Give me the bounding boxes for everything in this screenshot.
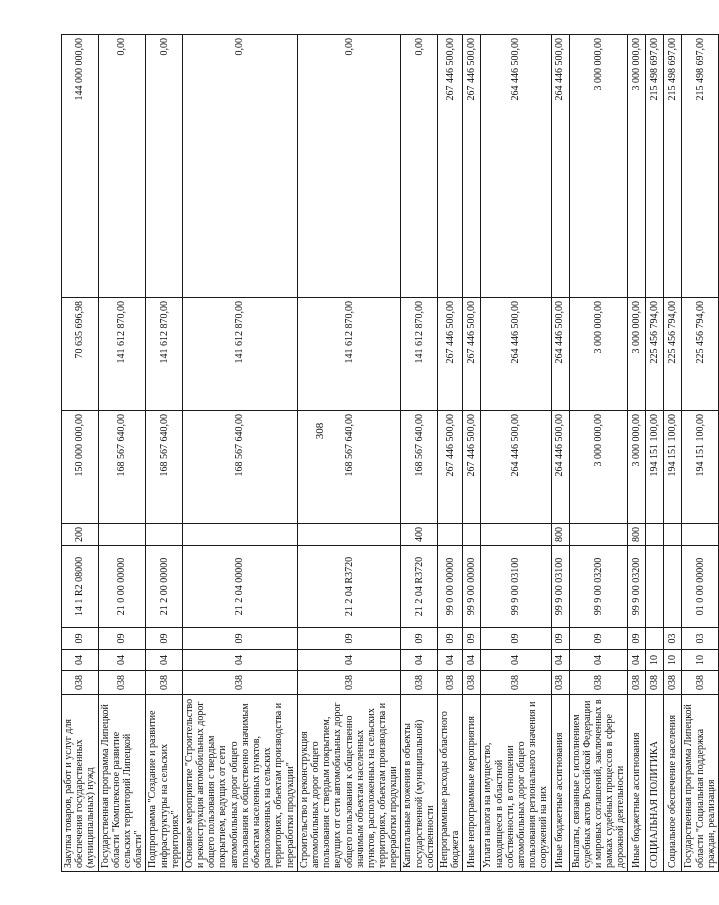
cell-sum-year1: 168 567 640,00 xyxy=(297,411,401,524)
cell-expense-type xyxy=(98,524,146,546)
cell-sum-year1: 264 446 500,00 xyxy=(481,411,551,524)
cell-sum-year2: 70 635 696,98 xyxy=(62,298,99,411)
cell-ministry: 038 xyxy=(463,671,481,695)
cell-subsection: 09 xyxy=(182,628,297,650)
cell-sum-year2: 141 612 870,00 xyxy=(297,298,401,411)
cell-ministry: 038 xyxy=(682,671,719,695)
cell-sum-year3: 215 498 697,00 xyxy=(646,35,664,298)
cell-target xyxy=(664,546,682,628)
cell-sum-year1: 3 000 000,00 xyxy=(628,411,646,524)
cell-target: 01 0 00 00000 xyxy=(682,546,719,628)
cell-name: Иные непрограммные мероприятия xyxy=(463,695,481,872)
cell-section: 04 xyxy=(182,650,297,671)
cell-sum-year3: 267 446 500,00 xyxy=(463,35,481,298)
cell-ministry: 038 xyxy=(551,671,569,695)
cell-name: Строительство и реконструкция автомобильных дорог общего пользования с твердым покрытием, ведущих от сети автомобильных дорог общего пользования к общественно значимым объектам населенных пунктов, расположенных на сельских территориях, объектам производства и переработки продукции xyxy=(297,695,401,872)
cell-name: Непрограммные расходы областного бюджета xyxy=(438,695,463,872)
rotated-page xyxy=(61,35,717,872)
cell-sum-year1: 194 151 100,00 xyxy=(646,411,664,524)
cell-sum-year2: 264 446 500,00 xyxy=(481,298,551,411)
cell-subsection: 09 xyxy=(481,628,551,650)
table-row xyxy=(646,35,664,872)
cell-subsection: 09 xyxy=(297,628,401,650)
cell-target xyxy=(646,546,664,628)
cell-section: 04 xyxy=(551,650,569,671)
cell-name: Закупка товаров, работ и услуг для обеспечения государственных (муниципальных) нужд xyxy=(62,695,99,872)
cell-ministry: 038 xyxy=(438,671,463,695)
cell-subsection: 09 xyxy=(569,628,628,650)
cell-target: 21 0 00 00000 xyxy=(98,546,146,628)
table-row xyxy=(664,35,682,872)
cell-name: Социальное обеспечение населения xyxy=(664,695,682,872)
cell-target: 21 2 04 R3720 xyxy=(401,546,438,628)
table-row xyxy=(682,35,719,872)
cell-name: Капитальные вложения в объекты государственной (муниципальной) собственности xyxy=(401,695,438,872)
cell-expense-type: 400 xyxy=(401,524,438,546)
cell-name: Иные бюджетные ассигнования xyxy=(628,695,646,872)
cell-sum-year2: 225 456 794,00 xyxy=(646,298,664,411)
cell-name: Выплаты, связанные с исполнением судебных актов Российской Федерации и мировых соглашений, заключенных в рамках судебных процессов в сфере дорожной деятельности xyxy=(569,695,628,872)
cell-subsection: 03 xyxy=(664,628,682,650)
cell-expense-type xyxy=(664,524,682,546)
cell-expense-type xyxy=(297,524,401,546)
cell-ministry: 038 xyxy=(569,671,628,695)
cell-expense-type xyxy=(569,524,628,546)
cell-name: Иные бюджетные ассигнования xyxy=(551,695,569,872)
cell-section: 04 xyxy=(569,650,628,671)
cell-target: 99 0 00 00000 xyxy=(438,546,463,628)
cell-sum-year3: 144 000 000,00 xyxy=(62,35,99,298)
cell-ministry: 038 xyxy=(62,671,99,695)
cell-target: 99 9 00 03100 xyxy=(551,546,569,628)
cell-subsection: 09 xyxy=(62,628,99,650)
cell-target: 21 2 04 00000 xyxy=(182,546,297,628)
cell-sum-year2: 141 612 870,00 xyxy=(401,298,438,411)
cell-sum-year2: 141 612 870,00 xyxy=(146,298,183,411)
rotated-content xyxy=(61,35,717,872)
cell-sum-year3: 264 446 500,00 xyxy=(481,35,551,298)
cell-expense-type xyxy=(438,524,463,546)
cell-section: 04 xyxy=(401,650,438,671)
cell-name: Подпрограмма "Создание и развитие инфраструктуры на сельских территориях" xyxy=(146,695,183,872)
cell-sum-year3: 3 000 000,00 xyxy=(569,35,628,298)
cell-ministry: 038 xyxy=(401,671,438,695)
cell-subsection: 09 xyxy=(628,628,646,650)
cell-target: 99 9 00 03100 xyxy=(481,546,551,628)
cell-sum-year1: 3 000 000,00 xyxy=(569,411,628,524)
cell-target: 21 2 00 00000 xyxy=(146,546,183,628)
table-row xyxy=(481,35,551,872)
table-row xyxy=(182,35,297,872)
cell-ministry: 038 xyxy=(481,671,551,695)
cell-sum-year3: 0,00 xyxy=(297,35,401,298)
cell-expense-type xyxy=(481,524,551,546)
cell-target: 99 9 00 03200 xyxy=(569,546,628,628)
table-row xyxy=(98,35,146,872)
cell-subsection: 09 xyxy=(98,628,146,650)
cell-ministry: 038 xyxy=(646,671,664,695)
cell-sum-year2: 3 000 000,00 xyxy=(569,298,628,411)
cell-target: 14 1 R2 08000 xyxy=(62,546,99,628)
cell-sum-year2: 225 456 794,00 xyxy=(664,298,682,411)
cell-expense-type xyxy=(646,524,664,546)
table-row xyxy=(569,35,628,872)
cell-sum-year2: 3 000 000,00 xyxy=(628,298,646,411)
cell-target: 99 9 00 00000 xyxy=(463,546,481,628)
cell-sum-year3: 3 000 000,00 xyxy=(628,35,646,298)
cell-ministry: 038 xyxy=(664,671,682,695)
cell-sum-year1: 168 567 640,00 xyxy=(182,411,297,524)
cell-sum-year1: 194 151 100,00 xyxy=(682,411,719,524)
cell-section: 10 xyxy=(664,650,682,671)
cell-ministry: 038 xyxy=(182,671,297,695)
cell-section: 10 xyxy=(646,650,664,671)
cell-sum-year1: 264 446 500,00 xyxy=(551,411,569,524)
cell-sum-year1: 194 151 100,00 xyxy=(664,411,682,524)
cell-sum-year1: 168 567 640,00 xyxy=(146,411,183,524)
cell-sum-year2: 264 446 500,00 xyxy=(551,298,569,411)
cell-sum-year1: 267 446 500,00 xyxy=(438,411,463,524)
table-row xyxy=(551,35,569,872)
cell-section: 04 xyxy=(628,650,646,671)
page-number: 308 xyxy=(314,422,326,440)
cell-section: 04 xyxy=(62,650,99,671)
cell-sum-year2: 141 612 870,00 xyxy=(182,298,297,411)
cell-name: Основное мероприятие "Строительство и реконструкция автомобильных дорог общего пользования с твердым покрытием, ведущих от сети автомобильных дорог общего пользования к общественно значимым объектам населенных пунктов, расположенных на сельских территориях, объектам производства и переработки продукции" xyxy=(182,695,297,872)
cell-section: 04 xyxy=(463,650,481,671)
cell-ministry: 038 xyxy=(98,671,146,695)
cell-subsection: 03 xyxy=(682,628,719,650)
cell-sum-year3: 264 446 500,00 xyxy=(551,35,569,298)
cell-expense-type xyxy=(146,524,183,546)
table-body xyxy=(62,35,719,872)
cell-expense-type: 200 xyxy=(62,524,99,546)
table-row xyxy=(401,35,438,872)
cell-name: Государственная программа Липецкой области "Комплексное развитие сельских территорий Липецкой области" xyxy=(98,695,146,872)
cell-sum-year3: 215 498 697,00 xyxy=(682,35,719,298)
table-row xyxy=(146,35,183,872)
cell-sum-year3: 267 446 500,00 xyxy=(438,35,463,298)
cell-expense-type xyxy=(682,524,719,546)
cell-sum-year3: 0,00 xyxy=(146,35,183,298)
cell-sum-year1: 168 567 640,00 xyxy=(401,411,438,524)
cell-section: 10 xyxy=(682,650,719,671)
cell-ministry: 038 xyxy=(628,671,646,695)
cell-sum-year3: 215 498 697,00 xyxy=(664,35,682,298)
table-row xyxy=(463,35,481,872)
cell-subsection xyxy=(646,628,664,650)
table-row xyxy=(438,35,463,872)
cell-sum-year3: 0,00 xyxy=(401,35,438,298)
cell-ministry: 038 xyxy=(297,671,401,695)
cell-subsection: 09 xyxy=(551,628,569,650)
cell-name: Государственная программа Липецкой области "Социальная поддержка граждан, реализация xyxy=(682,695,719,872)
cell-section: 04 xyxy=(438,650,463,671)
table-row xyxy=(628,35,646,872)
cell-subsection: 09 xyxy=(463,628,481,650)
cell-sum-year1: 150 000 000,00 xyxy=(62,411,99,524)
cell-name: СОЦИАЛЬНАЯ ПОЛИТИКА xyxy=(646,695,664,872)
cell-section: 04 xyxy=(98,650,146,671)
cell-sum-year3: 0,00 xyxy=(182,35,297,298)
cell-section: 04 xyxy=(481,650,551,671)
cell-target: 21 2 04 R3720 xyxy=(297,546,401,628)
cell-expense-type xyxy=(182,524,297,546)
table-row xyxy=(62,35,99,872)
cell-expense-type xyxy=(463,524,481,546)
cell-sum-year2: 267 446 500,00 xyxy=(438,298,463,411)
cell-sum-year2: 225 456 794,00 xyxy=(682,298,719,411)
cell-sum-year3: 0,00 xyxy=(98,35,146,298)
table-row xyxy=(297,35,401,872)
cell-ministry: 038 xyxy=(146,671,183,695)
cell-name: Уплата налога на имущество, находящееся в областной собственности, в отношении автомобильных дорог общего пользования регионального значения и сооружений на них xyxy=(481,695,551,872)
cell-sum-year2: 141 612 870,00 xyxy=(98,298,146,411)
cell-sum-year1: 267 446 500,00 xyxy=(463,411,481,524)
cell-subsection: 09 xyxy=(146,628,183,650)
cell-expense-type: 800 xyxy=(628,524,646,546)
cell-expense-type: 800 xyxy=(551,524,569,546)
cell-section: 04 xyxy=(297,650,401,671)
budget-table xyxy=(61,34,719,872)
cell-subsection: 09 xyxy=(401,628,438,650)
cell-sum-year2: 267 446 500,00 xyxy=(463,298,481,411)
cell-subsection: 09 xyxy=(438,628,463,650)
cell-section: 04 xyxy=(146,650,183,671)
cell-target: 99 9 00 03200 xyxy=(628,546,646,628)
cell-sum-year1: 168 567 640,00 xyxy=(98,411,146,524)
